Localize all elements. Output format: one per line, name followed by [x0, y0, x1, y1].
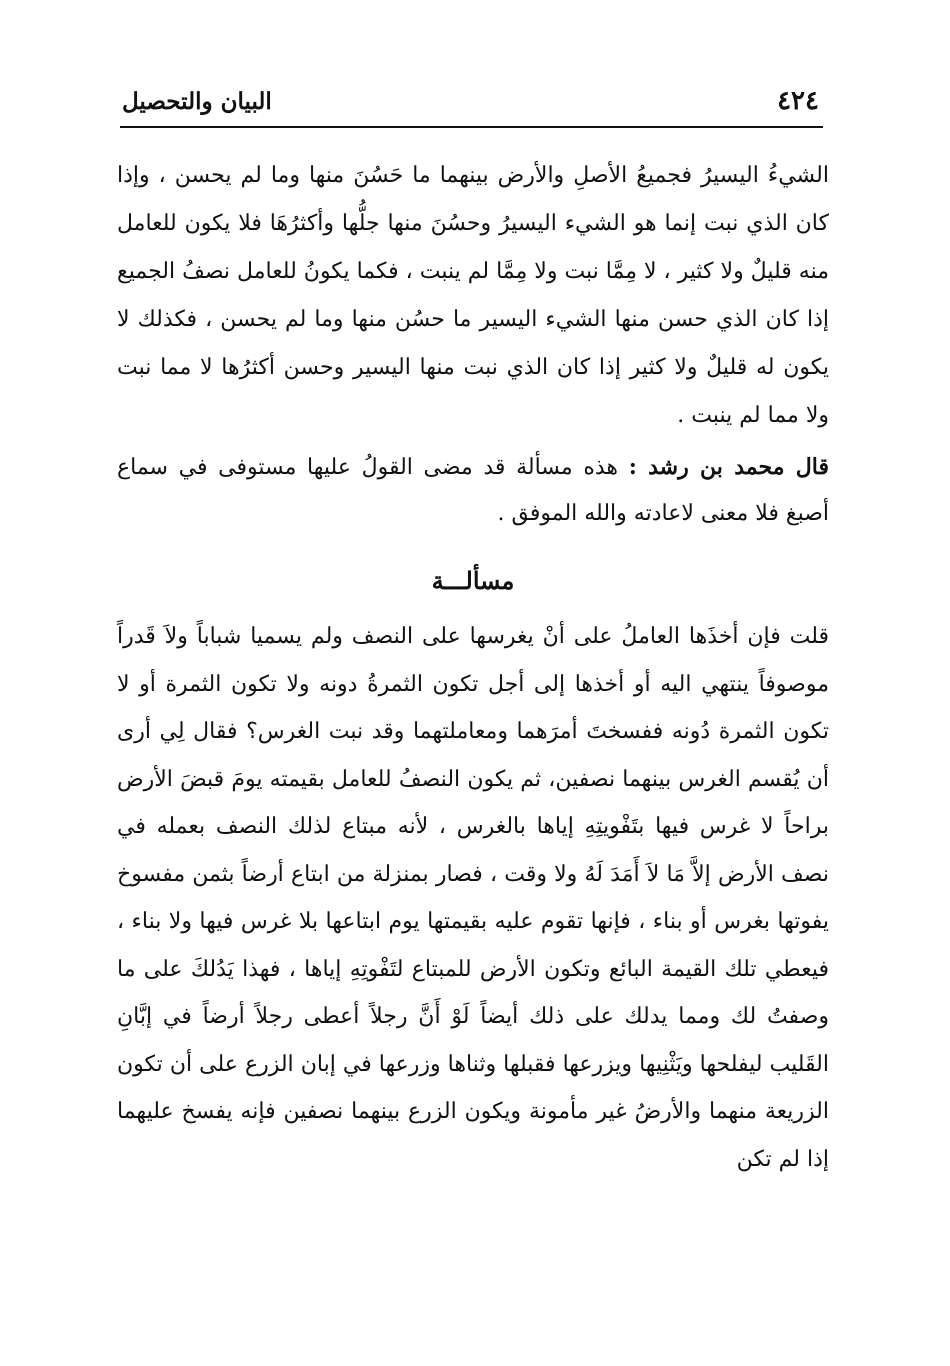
paragraph-2 — [117, 444, 829, 537]
book-title: البيان والتحصيل — [122, 88, 272, 115]
running-header — [120, 86, 823, 128]
body-text — [117, 152, 829, 1183]
speaker-label: قال محمد بن رشد : — [628, 454, 829, 480]
page-number: ٤٢٤ — [777, 86, 819, 116]
section-heading: مسألـــة — [431, 566, 515, 595]
paragraph-2-text: هذه مسألة قد مضى القولُ عليها مستوفى في سماع أصبغ فلا معنى لاعادته والله الموفق . — [117, 455, 829, 526]
paragraph-3: قلت فإن أخذَها العاملُ على أنْ يغرسها على النصف ولم يسميا شباباً ولاَ قَدراً موصوفاً ينتهي اليه أو أخذها إلى أجل تكون الثمرةُ دونه ولا تكون الثمرة أو لا تكون الثمرة دُونه ففسختَ أمرَهما ومعاملتهما وقد نبت الغرس؟ فقال لِي أرى أن يُقسم الغرس بينهما نصفين، ثم يكون النصفُ للعامل بقيمته يومَ قبضَ الأرض براحاً لا غرس فيها بتَفْويتِهِ إياها بالغرس ، لأنه مبتاع لذلك النصف بعمله في نصف الأرض إلاَّ مَا لاَ أَمَدَ لَهُ ولا وقت ، فصار بمنزلة من ابتاع أرضاً بثمن مفسوخ يفوتها بغرس أو بناء ، فإنها تقوم عليه بقيمتها يوم ابتاعها بلا غرس فيها ولا بناء ، فيعطي تلك القيمة البائع وتكون الأرض للمبتاع لتَفْوتِهِ إياها ، فهذا يَدُلكَ على ما وصفتُ لك ومما يدلك على ذلك أيضاً لَوْ أَنَّ رجلاً أعطى رجلاً أرضاً في إبَّانِ القَليب ليفلحها ويَثْنِيها ويزرعها فقبلها وثناها وزرعها في إبان الزرع على أن تكون الزريعة منهما والأرضُ غير مأمونة ويكون الزرع بينهما نصفين فإنه يفسخ عليهما إذا لم تكن — [117, 624, 829, 1172]
paragraph-1: الشيءُ اليسيرُ فجميعُ الأصلِ والأرض بينهما ما حَسُنَ منها وما لم يحسن ، وإذا كان الذي نبت إنما هو الشيء اليسيرُ وحسُنَ منها جلُّها وأكثرُهَا فلا يكون للعامل منه قليلٌ ولا كثير ، لا مِمَّا نبت ولا مِمَّا لم ينبت ، فكما يكونُ للعامل نصفُ الجميع إذا كان الذي حسن منها الشيء اليسير ما حسُن منها وما لم يحسن ، فكذلك لا يكون له قليلٌ ولا كثير إذا كان الذي نبت منها اليسير وحسن أكثرُها لا مما نبت ولا مما لم ينبت . — [117, 163, 829, 428]
